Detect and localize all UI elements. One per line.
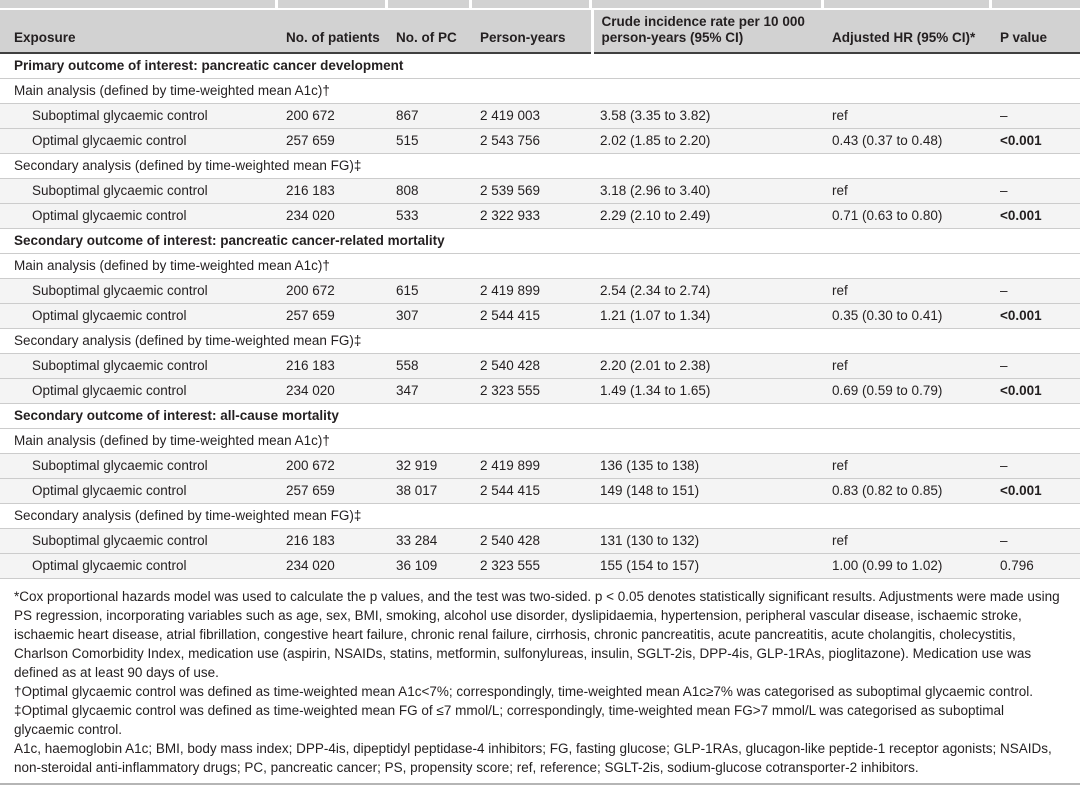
hr-cell: ref <box>824 529 992 554</box>
table-header <box>0 10 1080 53</box>
pc-cell: 533 <box>388 204 472 229</box>
col-header-adjusted-hr: Adjusted HR (95% CI)* <box>824 10 992 53</box>
table-row <box>0 304 1080 329</box>
person-years-cell: 2 540 428 <box>472 529 592 554</box>
top-border-segment <box>824 0 992 8</box>
pc-cell: 32 919 <box>388 454 472 479</box>
patients-cell: 234 020 <box>278 554 388 579</box>
crude-rate-cell: 1.49 (1.34 to 1.65) <box>592 379 824 404</box>
person-years-cell: 2 539 569 <box>472 179 592 204</box>
crude-rate-cell: 2.20 (2.01 to 2.38) <box>592 354 824 379</box>
footnote-double-dagger: ‡Optimal glycaemic control was defined as time-weighted mean FG of ≤7 mmol/L; correspondingly, time-weighted mean FG>7 mmol/L was categorised as suboptimal glycaemic control. <box>14 703 1004 737</box>
analysis-row <box>0 429 1080 454</box>
section-row <box>0 229 1080 254</box>
header-row <box>0 10 1080 53</box>
table-row <box>0 204 1080 229</box>
analysis-label: Secondary analysis (defined by time-weighted mean FG)‡ <box>0 504 1080 529</box>
pc-cell: 347 <box>388 379 472 404</box>
top-border-segment <box>388 0 472 8</box>
col-header-person-years: Person-years <box>472 10 592 53</box>
pc-cell: 36 109 <box>388 554 472 579</box>
p-value-cell: <0.001 <box>992 479 1080 504</box>
col-header-exposure: Exposure <box>0 10 278 53</box>
analysis-row <box>0 254 1080 279</box>
person-years-cell: 2 544 415 <box>472 304 592 329</box>
col-header-pc: No. of PC <box>388 10 472 53</box>
patients-cell: 216 183 <box>278 529 388 554</box>
top-border-segment <box>992 0 1080 8</box>
exposure-cell: Suboptimal glycaemic control <box>0 529 278 554</box>
top-border-segment <box>472 0 592 8</box>
hr-cell: 0.71 (0.63 to 0.80) <box>824 204 992 229</box>
exposure-cell: Optimal glycaemic control <box>0 379 278 404</box>
table-row <box>0 129 1080 154</box>
crude-rate-cell: 3.58 (3.35 to 3.82) <box>592 104 824 129</box>
table-footnotes <box>0 579 1080 785</box>
p-value-cell: – <box>992 354 1080 379</box>
table-row <box>0 479 1080 504</box>
crude-rate-cell: 2.54 (2.34 to 2.74) <box>592 279 824 304</box>
crude-rate-cell: 2.02 (1.85 to 2.20) <box>592 129 824 154</box>
exposure-cell: Suboptimal glycaemic control <box>0 454 278 479</box>
exposure-cell: Optimal glycaemic control <box>0 479 278 504</box>
analysis-row <box>0 154 1080 179</box>
p-value-cell: – <box>992 104 1080 129</box>
analysis-row <box>0 329 1080 354</box>
analysis-row <box>0 504 1080 529</box>
patients-cell: 257 659 <box>278 129 388 154</box>
p-value-cell: <0.001 <box>992 129 1080 154</box>
analysis-label: Main analysis (defined by time-weighted mean A1c)† <box>0 429 1080 454</box>
exposure-cell: Suboptimal glycaemic control <box>0 354 278 379</box>
top-border-segment <box>0 0 278 8</box>
exposure-cell: Suboptimal glycaemic control <box>0 104 278 129</box>
crude-rate-cell: 2.29 (2.10 to 2.49) <box>592 204 824 229</box>
data-table <box>0 10 1080 579</box>
exposure-cell: Optimal glycaemic control <box>0 204 278 229</box>
pc-cell: 615 <box>388 279 472 304</box>
table-row <box>0 104 1080 129</box>
crude-rate-cell: 149 (148 to 151) <box>592 479 824 504</box>
patients-cell: 200 672 <box>278 454 388 479</box>
hr-cell: 0.83 (0.82 to 0.85) <box>824 479 992 504</box>
patients-cell: 234 020 <box>278 379 388 404</box>
section-row <box>0 53 1080 79</box>
p-value-cell: <0.001 <box>992 304 1080 329</box>
hr-cell: 0.35 (0.30 to 0.41) <box>824 304 992 329</box>
patients-cell: 216 183 <box>278 179 388 204</box>
col-header-p-value: P value <box>992 10 1080 53</box>
table-row <box>0 179 1080 204</box>
crude-rate-cell: 155 (154 to 157) <box>592 554 824 579</box>
table-row <box>0 354 1080 379</box>
person-years-cell: 2 419 899 <box>472 279 592 304</box>
pc-cell: 33 284 <box>388 529 472 554</box>
crude-rate-cell: 3.18 (2.96 to 3.40) <box>592 179 824 204</box>
table-row <box>0 529 1080 554</box>
analysis-label: Main analysis (defined by time-weighted mean A1c)† <box>0 254 1080 279</box>
hr-cell: ref <box>824 454 992 479</box>
person-years-cell: 2 322 933 <box>472 204 592 229</box>
hr-cell: 0.69 (0.59 to 0.79) <box>824 379 992 404</box>
top-border-segment <box>278 0 388 8</box>
p-value-cell: – <box>992 279 1080 304</box>
p-value-cell: – <box>992 529 1080 554</box>
exposure-cell: Suboptimal glycaemic control <box>0 179 278 204</box>
person-years-cell: 2 323 555 <box>472 379 592 404</box>
crude-rate-cell: 136 (135 to 138) <box>592 454 824 479</box>
patients-cell: 200 672 <box>278 104 388 129</box>
table-top-border <box>0 0 1080 8</box>
table-row <box>0 379 1080 404</box>
col-header-patients: No. of patients <box>278 10 388 53</box>
analysis-label: Secondary analysis (defined by time-weighted mean FG)‡ <box>0 154 1080 179</box>
exposure-cell: Optimal glycaemic control <box>0 129 278 154</box>
table-row <box>0 454 1080 479</box>
hr-cell: ref <box>824 354 992 379</box>
person-years-cell: 2 323 555 <box>472 554 592 579</box>
p-value-cell: – <box>992 179 1080 204</box>
section-row <box>0 404 1080 429</box>
top-border-segment <box>592 0 824 8</box>
p-value-cell: <0.001 <box>992 379 1080 404</box>
p-value-cell: <0.001 <box>992 204 1080 229</box>
exposure-cell: Optimal glycaemic control <box>0 554 278 579</box>
exposure-cell: Optimal glycaemic control <box>0 304 278 329</box>
hr-cell: ref <box>824 104 992 129</box>
crude-rate-cell: 131 (130 to 132) <box>592 529 824 554</box>
pc-cell: 307 <box>388 304 472 329</box>
table-body <box>0 53 1080 579</box>
footnote-dagger: †Optimal glycaemic control was defined as time-weighted mean A1c<7%; correspondingly, time-weighted mean A1c≥7% was categorised as suboptimal glycaemic control. <box>14 684 1034 699</box>
hr-cell: ref <box>824 279 992 304</box>
patients-cell: 200 672 <box>278 279 388 304</box>
table-row <box>0 554 1080 579</box>
section-title: Secondary outcome of interest: pancreatic cancer-related mortality <box>0 229 1080 254</box>
person-years-cell: 2 544 415 <box>472 479 592 504</box>
section-title: Secondary outcome of interest: all-cause mortality <box>0 404 1080 429</box>
person-years-cell: 2 540 428 <box>472 354 592 379</box>
patients-cell: 257 659 <box>278 304 388 329</box>
analysis-label: Main analysis (defined by time-weighted mean A1c)† <box>0 79 1080 104</box>
hr-cell: 0.43 (0.37 to 0.48) <box>824 129 992 154</box>
section-title: Primary outcome of interest: pancreatic cancer development <box>0 53 1080 79</box>
person-years-cell: 2 543 756 <box>472 129 592 154</box>
hr-cell: ref <box>824 179 992 204</box>
analysis-label: Secondary analysis (defined by time-weighted mean FG)‡ <box>0 329 1080 354</box>
footnote-abbreviations: A1c, haemoglobin A1c; BMI, body mass index; DPP-4is, dipeptidyl peptidase-4 inhibitors; FG, fasting glucose; GLP-1RAs, glucagon-like peptide-1 receptor agonists; NSAIDs, non-steroidal anti-inflammatory drugs; PC, pancreatic cancer; PS, propensity score; ref, reference; SGLT-2is, sodium-glucose cotransporter-2 inhibitors. <box>14 741 1052 775</box>
analysis-row <box>0 79 1080 104</box>
person-years-cell: 2 419 003 <box>472 104 592 129</box>
crude-rate-cell: 1.21 (1.07 to 1.34) <box>592 304 824 329</box>
pc-cell: 558 <box>388 354 472 379</box>
pc-cell: 38 017 <box>388 479 472 504</box>
pc-cell: 867 <box>388 104 472 129</box>
hr-cell: 1.00 (0.99 to 1.02) <box>824 554 992 579</box>
pc-cell: 808 <box>388 179 472 204</box>
patients-cell: 234 020 <box>278 204 388 229</box>
p-value-cell: – <box>992 454 1080 479</box>
exposure-cell: Suboptimal glycaemic control <box>0 279 278 304</box>
table-row <box>0 279 1080 304</box>
patients-cell: 257 659 <box>278 479 388 504</box>
col-header-crude-incidence: Crude incidence rate per 10 000 person-years (95% CI) <box>592 10 824 53</box>
footnote-star: *Cox proportional hazards model was used to calculate the p values, and the test was two-sided. p < 0.05 denotes statistically significant results. Adjustments were made using PS regression, incorporating variables such as age, sex, BMI, smoking, alcohol use disorder, dyslipidaemia, hypertension, peripheral vascular disease, ischaemic stroke, ischaemic heart disease, atrial fibrillation, congestive heart failure, chronic renal failure, cirrhosis, chronic pancreatitis, acute pancreatitis, acute cholangitis, cholecystitis, Charlson Comorbidity Index, medication use (aspirin, NSAIDs, statins, metformin, sulfonylureas, insulin, SGLT-2is, DPP-4is, GLP-1RAs, pioglitazone). Medication use was defined as at least 90 days of use. <box>14 589 1060 680</box>
p-value-cell: 0.796 <box>992 554 1080 579</box>
pc-cell: 515 <box>388 129 472 154</box>
person-years-cell: 2 419 899 <box>472 454 592 479</box>
patients-cell: 216 183 <box>278 354 388 379</box>
